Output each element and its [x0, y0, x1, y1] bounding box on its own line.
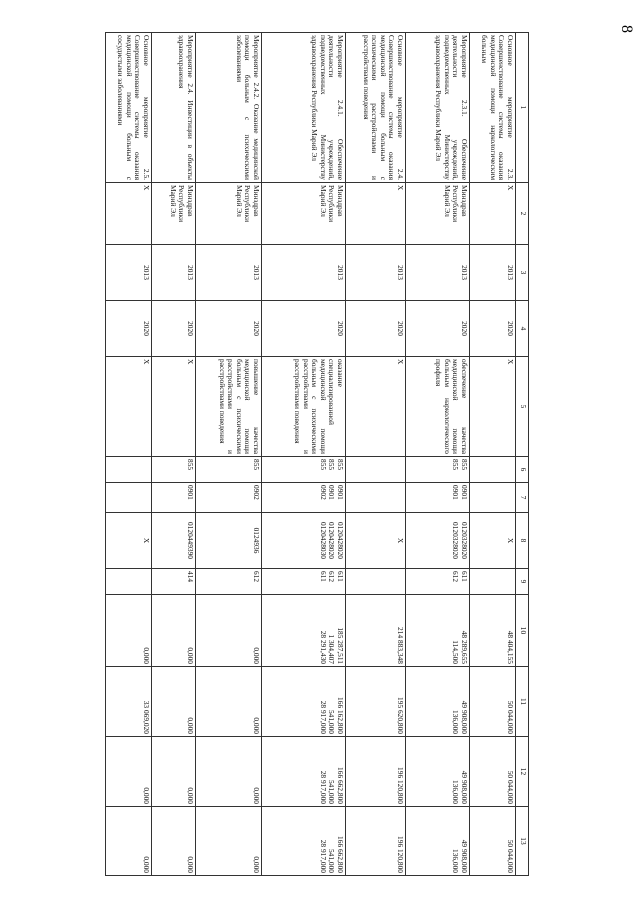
cell-line: 0120449390 — [186, 522, 195, 559]
cell-line: 612 — [451, 571, 461, 583]
cell-col-12 — [262, 737, 346, 807]
page-number: 8 — [618, 25, 635, 33]
cell-col-6 — [262, 457, 346, 483]
cell-line — [141, 571, 150, 592]
cell-col-2: Минздрав Республики Марий Эл — [196, 183, 262, 245]
cell-col-7 — [152, 483, 196, 513]
cell-col-7 — [196, 483, 262, 513]
column-header-1: 1 — [516, 33, 529, 183]
cell-col-11 — [106, 667, 152, 737]
cell-col-8 — [196, 513, 262, 569]
cell-col-13 — [470, 807, 516, 876]
cell-line — [505, 571, 514, 592]
cell-line: 0,000 — [252, 787, 261, 804]
column-header-13: 13 — [516, 807, 529, 876]
cell-col-5: X — [106, 357, 152, 457]
cell-line: 195 620,800 — [396, 697, 405, 734]
cell-col-12 — [406, 737, 470, 807]
cell-line: X — [396, 537, 405, 544]
cell-col-7 — [262, 483, 346, 513]
cell-line: 0901 — [336, 485, 345, 500]
cell-col-2: X — [470, 183, 516, 245]
cell-line: 855 — [252, 459, 261, 471]
cell-line: 855 — [336, 459, 345, 471]
cell-col-4: 2020 — [106, 301, 152, 357]
cell-col-6 — [106, 457, 152, 483]
cell-col-3: 2013 — [346, 245, 406, 301]
cell-col-8 — [470, 513, 516, 569]
cell-col-10 — [262, 595, 346, 667]
cell-col-3: 2013 — [470, 245, 516, 301]
cell-col-4: 2020 — [152, 301, 196, 357]
cell-line: 50 044,000 — [506, 700, 515, 734]
cell-line: 611 — [460, 571, 469, 582]
cell-col-2: X — [346, 183, 406, 245]
table-body — [106, 33, 516, 876]
header-row — [516, 33, 529, 876]
cell-col-12 — [346, 737, 406, 807]
cell-line: 855 — [327, 459, 337, 471]
cell-col-9 — [152, 569, 196, 595]
cell-line: 0,000 — [252, 856, 261, 873]
cell-line: 33 069,020 — [142, 700, 151, 734]
cell-line: 0,000 — [186, 856, 195, 873]
cell-line: 0,000 — [142, 787, 151, 804]
budget-table — [105, 32, 529, 876]
cell-col-1: Основное мероприятие 2.3. Совершенствование системы оказания медицинской помощи наркологическим больным — [470, 33, 516, 183]
cell-col-2: Минздрав Республики Марий Эл — [152, 183, 196, 245]
cell-col-1: Мероприятие 2.4.2. Оказание медицинской помощи больным с психическими заболеваниями — [196, 33, 262, 183]
cell-line: 49 908,000 — [460, 839, 469, 873]
cell-line: 50 044,000 — [506, 770, 515, 804]
cell-col-2: Минздрав Республики Марий Эл — [406, 183, 470, 245]
table-row — [346, 33, 406, 876]
cell-col-5: повышение качества медицинской помощи больным с психическими расстройствами и расстройствами поведения — [196, 357, 262, 457]
cell-line: X — [142, 537, 151, 544]
table-row — [262, 33, 346, 876]
cell-line: 0120328020 — [460, 522, 469, 559]
cell-col-12 — [152, 737, 196, 807]
cell-col-5: X — [152, 357, 196, 457]
cell-col-10 — [106, 595, 152, 667]
column-header-5: 5 — [516, 357, 529, 457]
cell-line: 0120328020 — [451, 522, 461, 559]
cell-line: 541,000 — [327, 709, 337, 734]
cell-line: 0120428030 — [318, 522, 328, 559]
cell-line: 48 289,655 — [460, 630, 469, 664]
cell-line: 541,000 — [327, 779, 337, 804]
cell-col-8 — [106, 513, 152, 569]
table-row — [152, 33, 196, 876]
cell-col-6 — [152, 457, 196, 483]
cell-col-5: X — [470, 357, 516, 457]
cell-col-7 — [470, 483, 516, 513]
cell-col-6 — [470, 457, 516, 483]
column-header-10: 10 — [516, 595, 529, 667]
cell-col-8 — [406, 513, 470, 569]
cell-line: 611 — [318, 571, 328, 582]
cell-col-3: 2013 — [262, 245, 346, 301]
cell-col-10 — [470, 595, 516, 667]
cell-col-6 — [346, 457, 406, 483]
cell-line: 414 — [186, 571, 195, 583]
cell-line: 48 404,155 — [506, 630, 515, 664]
cell-col-2: X — [106, 183, 152, 245]
cell-line — [395, 459, 404, 480]
cell-line: 0,000 — [142, 647, 151, 664]
cell-col-13 — [196, 807, 262, 876]
cell-col-9 — [196, 569, 262, 595]
cell-line: 28 917,000 — [318, 839, 328, 873]
table-row — [106, 33, 152, 876]
cell-line: 0901 — [327, 485, 337, 500]
cell-col-11 — [196, 667, 262, 737]
cell-col-11 — [406, 667, 470, 737]
cell-col-13 — [152, 807, 196, 876]
cell-line: 136,000 — [451, 779, 461, 804]
cell-line: 1 304,407 — [327, 634, 337, 664]
cell-col-3: 2013 — [152, 245, 196, 301]
column-header-8: 8 — [516, 513, 529, 569]
cell-line: 50 044,000 — [506, 839, 515, 873]
cell-col-8 — [262, 513, 346, 569]
cell-col-12 — [470, 737, 516, 807]
cell-line: 541,000 — [327, 848, 337, 873]
cell-col-1: Основное мероприятие 2.4. Совершенствование системы оказания медицинской помощи больным с психическими расстройствами и расстройствами поведения — [346, 33, 406, 183]
cell-col-6 — [196, 457, 262, 483]
cell-line: 612 — [327, 571, 337, 583]
cell-line: 28 291,430 — [318, 630, 328, 664]
cell-line — [395, 571, 404, 592]
column-header-12: 12 — [516, 737, 529, 807]
table-row — [196, 33, 262, 876]
cell-line: 28 917,000 — [318, 700, 328, 734]
cell-line: 0,000 — [186, 717, 195, 734]
cell-line: 855 — [318, 459, 328, 471]
column-header-11: 11 — [516, 667, 529, 737]
cell-col-12 — [106, 737, 152, 807]
cell-col-11 — [346, 667, 406, 737]
cell-col-6 — [406, 457, 470, 483]
cell-col-11 — [152, 667, 196, 737]
cell-col-9 — [346, 569, 406, 595]
cell-col-1: Мероприятие 2.4. Инвестиции в объекты здравоохранения — [152, 33, 196, 183]
cell-line: 196 120,800 — [396, 836, 405, 873]
cell-col-8 — [346, 513, 406, 569]
cell-col-11 — [262, 667, 346, 737]
cell-col-1: Основное мероприятие 2.5. Совершенствование системы оказания медицинской помощи больным с сосудистыми заболеваниями — [106, 33, 152, 183]
cell-col-9 — [106, 569, 152, 595]
column-header-7: 7 — [516, 483, 529, 513]
cell-line: 0,000 — [186, 647, 195, 664]
cell-line: 49 908,000 — [460, 700, 469, 734]
cell-col-9 — [470, 569, 516, 595]
cell-line — [141, 459, 150, 480]
cell-line: 185 287,511 — [336, 627, 345, 664]
cell-line: 0,000 — [142, 856, 151, 873]
cell-line: 855 — [186, 459, 195, 471]
column-header-9: 9 — [516, 569, 529, 595]
cell-line: 611 — [336, 571, 345, 582]
cell-line: 855 — [460, 459, 469, 471]
cell-col-4: 2020 — [262, 301, 346, 357]
cell-line: 0902 — [318, 485, 328, 500]
cell-line — [505, 485, 514, 510]
cell-line — [505, 459, 514, 480]
cell-line: 0120428020 — [336, 522, 345, 559]
cell-col-7 — [406, 483, 470, 513]
column-header-3: 3 — [516, 245, 529, 301]
cell-col-5: обеспечение качества медицинской помощи больным наркологического профиля — [406, 357, 470, 457]
cell-col-5: оказание специализированной медицинской помощи больным с психическими расстройствами и расстройствами поведения — [262, 357, 346, 457]
cell-col-10 — [196, 595, 262, 667]
cell-line: 0,000 — [252, 647, 261, 664]
cell-line — [141, 485, 150, 510]
cell-line: X — [506, 537, 515, 544]
column-header-6: 6 — [516, 457, 529, 483]
cell-line: 114,500 — [451, 640, 461, 664]
cell-line: 166 662,800 — [336, 836, 345, 873]
cell-col-5: X — [346, 357, 406, 457]
column-header-2: 2 — [516, 183, 529, 245]
cell-line: 49 908,000 — [460, 770, 469, 804]
rotated-page — [116, 32, 529, 875]
cell-line: 0901 — [186, 485, 195, 500]
cell-line: 0124936 — [252, 527, 261, 554]
cell-col-7 — [106, 483, 152, 513]
cell-col-8 — [152, 513, 196, 569]
cell-col-3: 2013 — [106, 245, 152, 301]
cell-line: 166 662,800 — [336, 767, 345, 804]
cell-col-2: Минздрав Республики Марий Эл — [262, 183, 346, 245]
cell-col-1: Мероприятие 2.3.1. Обеспечение деятельности учреждений, подведомственных Министерству здравоохранения Республики Марий Эл — [406, 33, 470, 183]
cell-col-4: 2020 — [196, 301, 262, 357]
cell-col-3: 2013 — [196, 245, 262, 301]
cell-line: 0902 — [252, 485, 261, 500]
cell-col-13 — [106, 807, 152, 876]
cell-col-3: 2013 — [406, 245, 470, 301]
cell-line: 136,000 — [451, 848, 461, 873]
table-row — [470, 33, 516, 876]
cell-col-13 — [346, 807, 406, 876]
cell-col-7 — [346, 483, 406, 513]
cell-col-13 — [406, 807, 470, 876]
cell-col-10 — [152, 595, 196, 667]
cell-col-4: 2020 — [406, 301, 470, 357]
cell-line — [395, 485, 404, 510]
cell-line: 196 120,800 — [396, 767, 405, 804]
cell-col-12 — [196, 737, 262, 807]
cell-col-9 — [406, 569, 470, 595]
cell-line: 0120428020 — [327, 522, 337, 559]
cell-line: 136,000 — [451, 709, 461, 734]
cell-line: 0901 — [451, 485, 461, 500]
cell-col-13 — [262, 807, 346, 876]
cell-line: 214 883,348 — [396, 627, 405, 664]
cell-col-9 — [262, 569, 346, 595]
cell-line: 28 917,000 — [318, 770, 328, 804]
cell-line: 0,000 — [186, 787, 195, 804]
cell-line: 612 — [252, 571, 261, 583]
cell-col-11 — [470, 667, 516, 737]
column-header-4: 4 — [516, 301, 529, 357]
table-row — [406, 33, 470, 876]
cell-col-10 — [346, 595, 406, 667]
cell-col-4: 2020 — [346, 301, 406, 357]
cell-line: 0901 — [460, 485, 469, 500]
cell-line: 0,000 — [252, 717, 261, 734]
cell-col-4: 2020 — [470, 301, 516, 357]
cell-col-1: Мероприятие 2.4.1. Обеспечение деятельности учреждений, подведомственных Министерству здравоохранения Республики Марий Эл — [262, 33, 346, 183]
cell-line: 855 — [451, 459, 461, 471]
cell-line: 166 162,800 — [336, 697, 345, 734]
cell-col-10 — [406, 595, 470, 667]
